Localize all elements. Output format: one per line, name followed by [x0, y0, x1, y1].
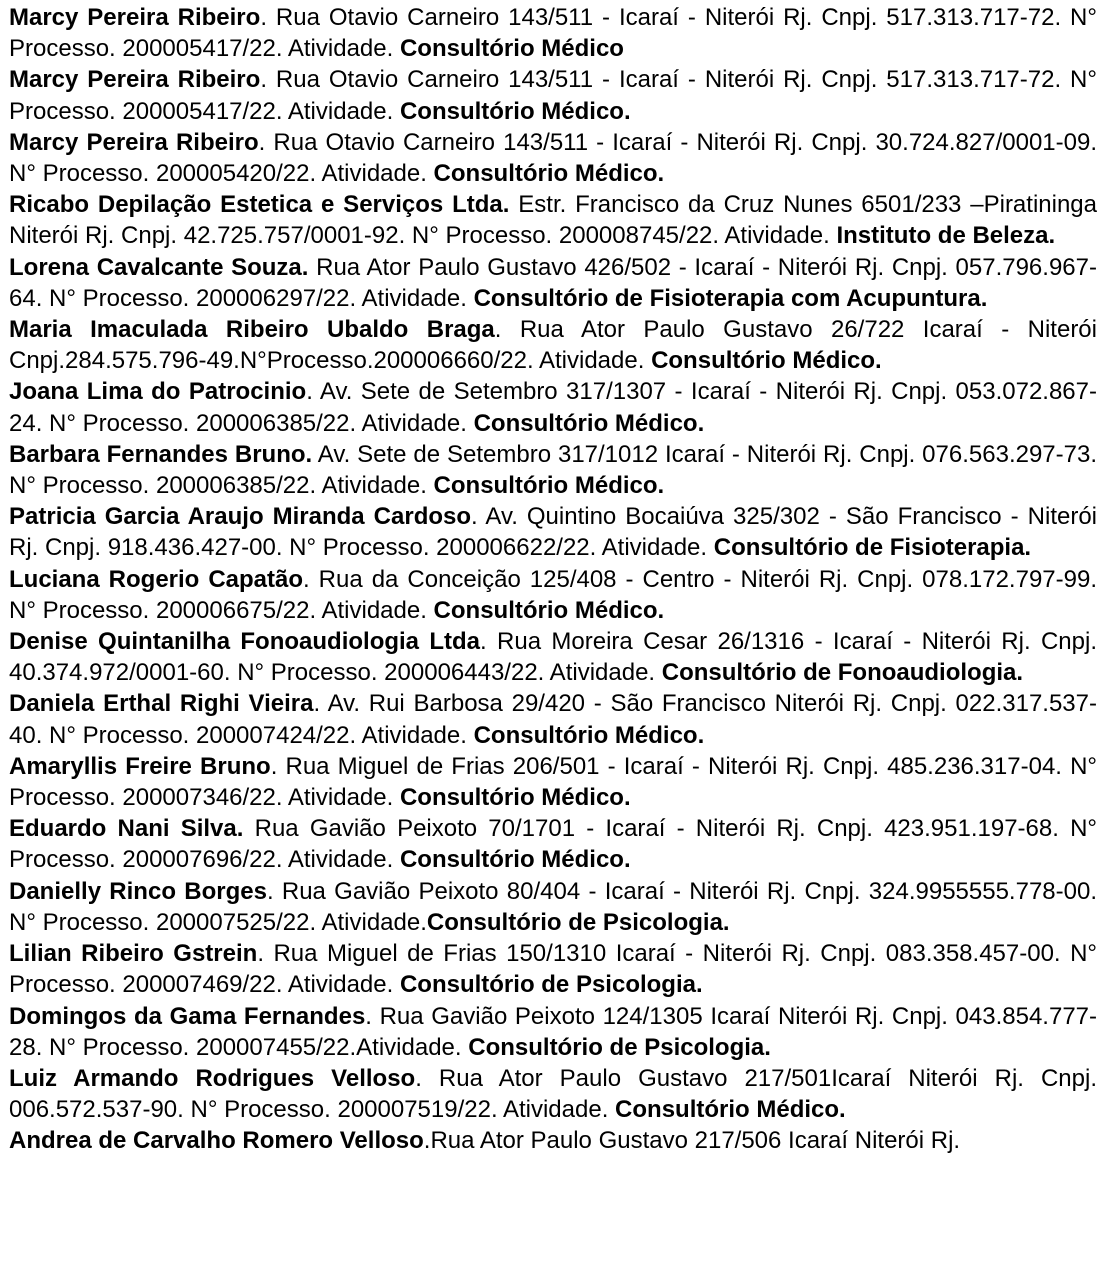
entry-details: Av. Sete de Setembro 317/1012 Icaraí - Niterói Rj. Cnpj. 076.563.297-73. N° Processo. 200006385/22. Atividade.	[9, 440, 1098, 500]
registry-entry	[9, 439, 1097, 501]
registry-entry	[9, 626, 1097, 688]
entry-name: Barbara Fernandes Bruno.	[9, 440, 313, 468]
entry-details: . Rua Gavião Peixoto 124/1305 Icaraí Niterói Rj. Cnpj. 043.854.777-28. N° Processo. 200007455/22.Atividade.	[9, 1002, 1098, 1061]
entry-activity: Consultório de Psicologia.	[426, 908, 730, 936]
entry-activity: Consultório Médico.	[651, 347, 882, 375]
registry-entry	[9, 1001, 1097, 1063]
registry-entry	[9, 564, 1097, 626]
registry-entry	[9, 751, 1097, 813]
entry-name: Maria Imaculada Ribeiro Ubaldo Braga	[9, 316, 495, 344]
entry-activity: Consultório Médico.	[399, 846, 631, 874]
entry-activity: Consultório Médico.	[433, 596, 665, 624]
entry-activity: Consultório de Fonoaudiologia.	[661, 659, 1024, 687]
entry-activity: Consultório Médico.	[399, 97, 631, 125]
entry-details: Rua Gavião Peixoto 70/1701 - Icaraí - Niterói Rj. Cnpj. 423.951.197-68. N° Processo. 200007696/22. Atividade.	[9, 815, 1098, 874]
entry-details: Estr. Francisco da Cruz Nunes 6501/233 –Piratininga Niterói Rj. Cnpj. 42.725.757/0001-92. N° Processo. 200008745/22. Atividade.	[9, 191, 1098, 250]
entry-details: . Av. Rui Barbosa 29/420 - São Francisco Niterói Rj. Cnpj. 022.317.537-40. N° Processo. 200007424/22. Atividade.	[9, 690, 1097, 749]
entry-details: . Rua Miguel de Frias 150/1310 Icaraí - Niterói Rj. Cnpj. 083.358.457-00. N° Processo. 200007469/22. Atividade.	[9, 940, 1097, 999]
entry-activity: Consultório Médico.	[473, 409, 705, 437]
entry-name: Marcy Pereira Ribeiro	[9, 4, 261, 31]
registry-entry	[9, 127, 1097, 189]
entry-activity: Consultório Médico.	[399, 784, 631, 812]
entry-activity: Consultório Médico	[399, 35, 624, 63]
entry-name: Patricia Garcia Araujo Miranda Cardoso	[9, 503, 472, 531]
registry-entry	[9, 1125, 1097, 1156]
entry-name: Lilian Ribeiro Gstrein	[9, 940, 258, 968]
entry-details: . Rua Otavio Carneiro 143/511 - Icaraí - Niterói Rj. Cnpj. 517.313.717-72. N° Processo. 200005417/22. Atividade.	[9, 66, 1097, 125]
entry-activity: Consultório Médico.	[473, 721, 705, 749]
registry-entry	[9, 252, 1097, 314]
registry-entry	[9, 813, 1097, 875]
entry-activity: Consultório Médico.	[433, 472, 665, 500]
entry-activity: Consultório de Psicologia.	[399, 971, 703, 999]
registry-entry	[9, 876, 1097, 938]
entry-details: . Rua Miguel de Frias 206/501 - Icaraí - Niterói Rj. Cnpj. 485.236.317-04. N° Processo. 200007346/22. Atividade.	[9, 752, 1098, 812]
entry-details: . Rua Otavio Carneiro 143/511 - Icaraí - Niterói Rj. Cnpj. 30.724.827/0001-09. N° Processo. 200005420/22. Atividade.	[9, 128, 1097, 188]
entry-name: Domingos da Gama Fernandes	[9, 1002, 366, 1030]
entry-activity: Consultório de Fisioterapia com Acupuntura.	[473, 284, 988, 312]
entry-name: Danielly Rinco Borges	[9, 877, 267, 905]
entry-name: Eduardo Nani Silva.	[9, 815, 244, 843]
entry-details: Rua Ator Paulo Gustavo 426/502 - Icaraí - Niterói Rj. Cnpj. 057.796.967-64. N° Processo. 200006297/22. Atividade.	[9, 253, 1097, 312]
entry-name: Marcy Pereira Ribeiro	[9, 66, 261, 94]
entry-details: . Rua da Conceição 125/408 - Centro - Niterói Rj. Cnpj. 078.172.797-99. N° Processo. 200006675/22. Atividade.	[9, 565, 1097, 624]
registry-entry	[9, 376, 1097, 438]
registry-entry	[9, 501, 1097, 563]
entry-details: . Rua Otavio Carneiro 143/511 - Icaraí - Niterói Rj. Cnpj. 517.313.717-72. N° Processo. 200005417/22. Atividade.	[9, 4, 1097, 63]
entry-details: . Rua Gavião Peixoto 80/404 - Icaraí - Niterói Rj. Cnpj. 324.9955555.778-00. N° Processo. 200007525/22. Atividade.	[9, 877, 1097, 936]
entry-name: Luciana Rogerio Capatão	[9, 565, 304, 593]
entry-name: Andrea de Carvalho Romero Velloso	[9, 1127, 424, 1155]
entry-name: Marcy Pereira Ribeiro	[9, 128, 259, 156]
registry-entry	[9, 64, 1097, 126]
registry-entry	[9, 688, 1097, 750]
entry-activity: Instituto de Beleza.	[836, 222, 1056, 250]
entry-name: Amaryllis Freire Bruno	[9, 752, 271, 780]
registry-entry	[9, 314, 1097, 376]
entry-details: . Av. Quintino Bocaiúva 325/302 - São Francisco - Niterói Rj. Cnpj. 918.436.427-00. N° Processo. 200006622/22. Atividade.	[9, 503, 1098, 562]
entry-name: Joana Lima do Patrocinio	[9, 378, 307, 406]
entry-details: .Rua Ator Paulo Gustavo 217/506 Icaraí Niterói Rj.	[423, 1127, 961, 1155]
entry-activity: Consultório Médico.	[615, 1096, 846, 1124]
registry-entry	[9, 2, 1097, 64]
entry-name: Ricabo Depilação Estetica e Serviços Ltda.	[9, 191, 510, 219]
entry-name: Denise Quintanilha Fonoaudiologia Ltda	[9, 628, 481, 656]
entry-name: Daniela Erthal Righi Vieira	[9, 690, 314, 718]
registry-entry	[9, 1063, 1097, 1125]
entry-activity: Consultório de Psicologia.	[468, 1033, 771, 1061]
entry-name: Lorena Cavalcante Souza.	[9, 253, 309, 281]
entry-details: . Rua Moreira Cesar 26/1316 - Icaraí - Niterói Rj. Cnpj. 40.374.972/0001-60. N° Processo. 200006443/22. Atividade.	[9, 628, 1097, 687]
registry-entry	[9, 938, 1097, 1000]
entry-details: . Av. Sete de Setembro 317/1307 - Icaraí - Niterói Rj. Cnpj. 053.072.867-24. N° Processo. 200006385/22. Atividade.	[9, 378, 1097, 437]
registry-entry	[9, 189, 1097, 251]
entry-details: . Rua Ator Paulo Gustavo 26/722 Icaraí - Niterói Cnpj.284.575.796-49.N°Processo.200006660/22. Atividade.	[9, 316, 1097, 375]
entry-activity: Consultório Médico.	[433, 160, 665, 188]
entry-name: Luiz Armando Rodrigues Velloso	[9, 1064, 416, 1092]
entry-details: . Rua Ator Paulo Gustavo 217/501Icaraí Niterói Rj. Cnpj. 006.572.537-90. N° Processo. 200007519/22. Atividade.	[9, 1064, 1098, 1124]
entry-activity: Consultório de Fisioterapia.	[713, 534, 1032, 562]
